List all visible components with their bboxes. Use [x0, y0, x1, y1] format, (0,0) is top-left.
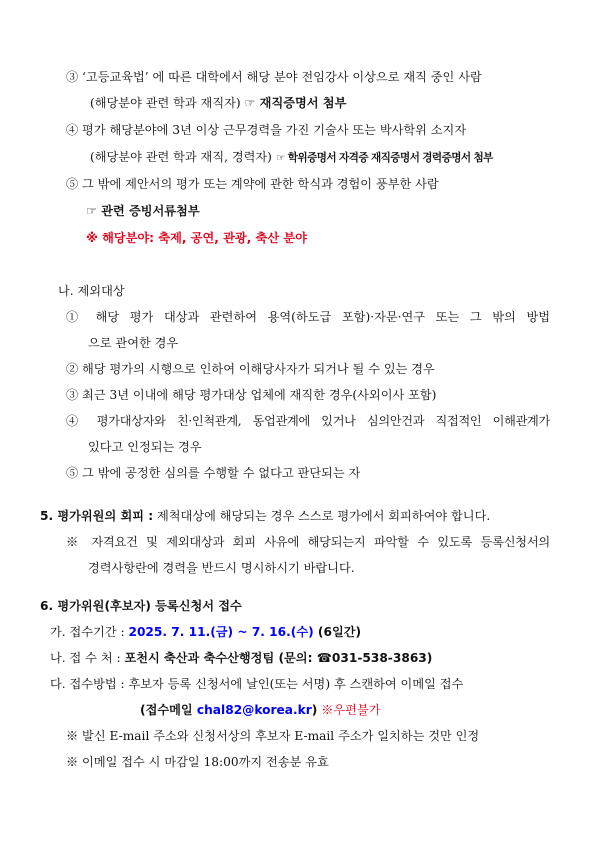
reception-method-label: 다. 접수방법 : [50, 677, 129, 691]
reception-office-label: 나. 접 수 처 : [50, 651, 125, 665]
exclusion-item-3: ③ 최근 3년 이내에 해당 평가대상 업체에 재직한 경우(사외이사 포함) [66, 388, 437, 402]
qualification-item-3-note: (해당분야 관련 학과 재직자) [90, 96, 241, 110]
exclusion-item-2: ② 해당 평가의 시행으로 인하여 이해당사자가 되거나 될 수 있는 경우 [66, 362, 435, 376]
exclusion-item-1: ① 해당 평가 대상과 관련하여 용역(하도급 포함)·자문·연구 또는 그 밖의 방법 [66, 310, 550, 324]
section-5-note-continued: 경력사항란에 경력을 반드시 명시하시기 바랍니다. [88, 561, 355, 575]
exclusion-item-4: ④ 평가대상자와 친·인척관계, 동업관계에 있거나 심의안건과 직접적인 이해관계가 [66, 414, 550, 428]
reception-email-prefix: (접수메일 [140, 703, 197, 717]
reception-email-address[interactable]: chal82@korea.kr [196, 703, 312, 717]
reception-period-label: 가. 접수기간 : [50, 625, 129, 639]
section-5-heading: 5. 평가위원의 회피 : [40, 509, 154, 523]
deadline-note: ※ 이메일 접수 시 마감일 18:00까지 전송분 유효 [66, 755, 329, 769]
qualification-item-4: ④ 평가 해당분야에 3년 이상 근무경력을 가진 기술사 또는 박사학위 소지자 [66, 123, 467, 137]
email-match-note: ※ 발신 E-mail 주소와 신청서상의 후보자 E-mail 주소가 일치하는 것만 인정 [66, 729, 480, 743]
reception-method [50, 676, 463, 692]
reception-email-suffix: ) [311, 703, 318, 717]
qualification-item-5: ⑤ 그 밖에 제안서의 평가 또는 계약에 관한 학식과 경험이 풍부한 사람 [66, 177, 439, 191]
qualification-item-3-detail [90, 95, 346, 111]
qualification-item-3: ③ ‘고등교육법’ 에 따른 대학에서 해당 분야 전임강사 이상으로 재직 중인 사람 [66, 70, 482, 84]
qualification-item-4-note: (해당분야 관련 학과 재직, 경력자) [90, 150, 272, 164]
section-6-heading: 6. 평가위원(후보자) 등록신청서 접수 [40, 599, 242, 613]
reception-email-line [140, 702, 381, 718]
section-5-note: ※ 자격요건 및 제외대상과 회피 사유에 해당되는지 파악할 수 있도록 등록신청서의 [66, 535, 550, 549]
field-note: ※ 해당분야: 축제, 공연, 관광, 축산 분야 [86, 231, 307, 245]
qualification-item-4-detail [90, 149, 493, 166]
exclusion-item-4-continued: 있다고 인정되는 경우 [88, 440, 202, 454]
qualification-item-5-attachment: ☞ 관련 증빙서류첨부 [86, 204, 200, 218]
reception-period-days: (6일간) [313, 625, 362, 639]
section-5 [40, 508, 490, 524]
reception-method-value: 후보자 등록 신청서에 날인(또는 서명) 후 스캔하여 이메일 접수 [128, 677, 464, 691]
exclusion-item-1-continued: 으로 관여한 경우 [88, 336, 179, 350]
reception-period-value: 2025. 7. 11.(금) ~ 7. 16.(수) [128, 625, 314, 639]
exclusion-item-5: ⑤ 그 밖에 공정한 심의를 수행할 수 없다고 판단되는 자 [66, 466, 361, 480]
exclusion-heading: 나. 제외대상 [58, 284, 125, 298]
no-post-note: ※우편불가 [317, 703, 381, 717]
qualification-item-4-attachment: ☞ 학위증명서 자격증 재직증명서 경력증명서 첨부 [275, 152, 493, 164]
reception-office-value: 포천시 축산과 축수산행정팀 (문의: ☎031-538-3863) [124, 651, 433, 665]
section-5-text: 제척대상에 해당되는 경우 스스로 평가에서 회피하여야 합니다. [153, 509, 491, 523]
qualification-item-3-attachment: ☞ 재직증명서 첨부 [244, 96, 347, 110]
reception-period [50, 624, 361, 640]
reception-office [50, 650, 432, 666]
